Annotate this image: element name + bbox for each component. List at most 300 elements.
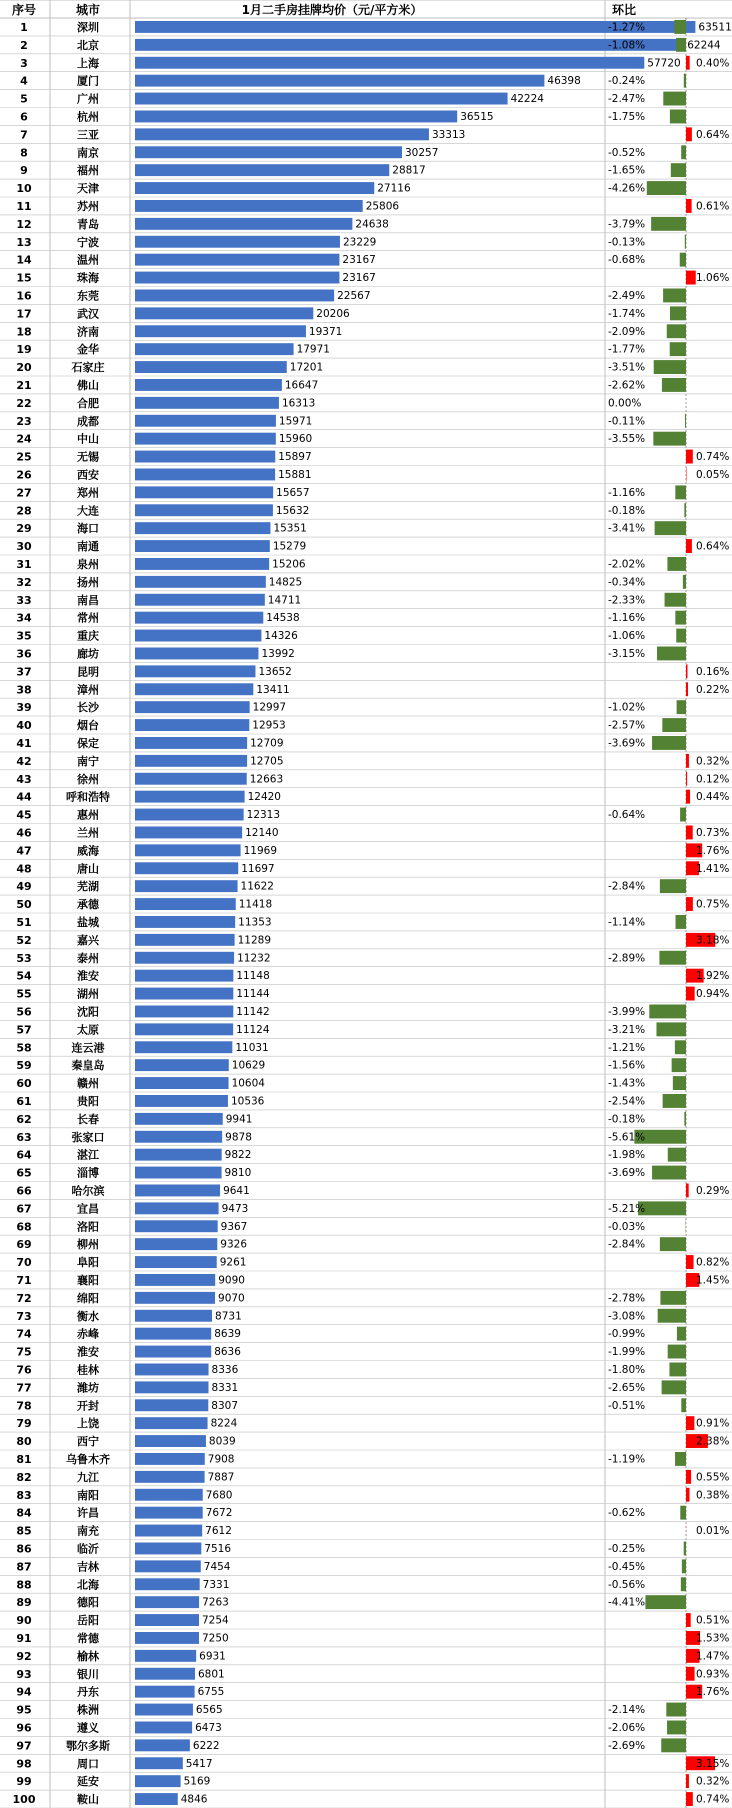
table-row (0, 1380, 732, 1396)
city-label: 遵义 (77, 1721, 99, 1735)
table-row (0, 843, 732, 859)
city-label: 呼和浩特 (66, 790, 110, 804)
change-bar (686, 826, 693, 840)
change-bar (654, 360, 686, 374)
city-label: 湖州 (77, 987, 99, 1001)
rank-label: 26 (16, 468, 32, 482)
rank-label: 65 (16, 1166, 32, 1180)
rank-label: 64 (16, 1148, 32, 1162)
rank-label: 74 (16, 1327, 32, 1341)
table-row (0, 432, 732, 448)
change-label: 0.01% (696, 1525, 730, 1538)
table-row (0, 1416, 732, 1432)
price-bar (135, 290, 334, 302)
table-row (0, 92, 732, 108)
city-label: 乌鲁木齐 (66, 1452, 110, 1466)
rank-label: 18 (16, 325, 32, 339)
change-bar (686, 127, 692, 141)
price-bar (135, 1023, 233, 1035)
change-label: -3.21% (608, 1023, 646, 1036)
city-label: 德阳 (77, 1596, 99, 1610)
table-row (0, 1345, 732, 1361)
table-row (0, 1738, 732, 1754)
change-bar (675, 1040, 686, 1054)
city-label: 潍坊 (77, 1381, 99, 1395)
rank-label: 42 (16, 754, 32, 768)
rank-label: 90 (16, 1614, 32, 1628)
change-bar (677, 1327, 686, 1341)
change-label: -1.02% (608, 701, 646, 714)
rank-label: 70 (16, 1256, 32, 1270)
change-label: -1.98% (608, 1149, 646, 1162)
price-bar (135, 415, 276, 427)
price-label: 10604 (231, 1077, 265, 1090)
rank-label: 44 (16, 790, 32, 804)
rank-label: 87 (16, 1560, 32, 1574)
change-bar (680, 253, 686, 267)
table-row (0, 933, 732, 949)
price-bar (135, 844, 241, 856)
city-label: 保定 (77, 736, 99, 750)
city-label: 赣州 (77, 1077, 99, 1091)
price-bar (135, 1686, 195, 1698)
city-label: 九江 (77, 1470, 99, 1484)
rank-label: 14 (16, 253, 32, 267)
rank-label: 19 (16, 343, 32, 357)
price-label: 15657 (276, 486, 310, 499)
price-bar (135, 934, 235, 946)
price-label: 9326 (220, 1238, 248, 1251)
rank-label: 45 (16, 808, 32, 822)
change-label: -1.74% (608, 307, 646, 320)
price-bar (135, 93, 508, 105)
table-row (0, 1613, 732, 1629)
price-bar (135, 952, 234, 964)
change-bar (638, 1201, 686, 1215)
city-label: 中山 (77, 432, 99, 446)
table-row (0, 1774, 732, 1790)
price-bar (135, 683, 253, 695)
city-label: 南昌 (77, 593, 99, 607)
price-label: 17201 (289, 361, 324, 374)
price-bar (135, 1328, 211, 1340)
change-bar (675, 611, 686, 625)
price-label: 9641 (223, 1184, 250, 1197)
price-label: 4846 (180, 1793, 208, 1806)
change-label: 0.64% (696, 128, 730, 141)
rank-label: 79 (16, 1417, 32, 1431)
city-label: 淮安 (77, 969, 99, 983)
table-row (0, 1577, 732, 1593)
price-label: 63511 (698, 21, 732, 34)
change-bar (675, 1452, 686, 1466)
change-label: -1.27% (608, 21, 646, 34)
price-bar (135, 433, 276, 445)
city-label: 唐山 (77, 862, 99, 876)
rank-label: 75 (16, 1345, 32, 1359)
price-label: 22567 (337, 289, 371, 302)
change-bar (686, 772, 687, 786)
table-row (0, 127, 732, 143)
change-label: 0.32% (696, 755, 730, 768)
change-bar (686, 1184, 689, 1198)
price-bar (135, 57, 644, 69)
price-label: 6565 (195, 1704, 223, 1717)
change-bar (684, 1542, 686, 1556)
price-bar (135, 1256, 217, 1268)
rank-label: 56 (16, 1005, 32, 1019)
city-label: 芜湖 (77, 880, 99, 894)
price-bar (135, 1614, 199, 1626)
rank-label: 41 (16, 736, 32, 750)
table-row (0, 897, 732, 913)
table-row (0, 1309, 732, 1325)
table-row (0, 1631, 732, 1647)
table-row (0, 217, 732, 233)
change-bar (686, 1613, 691, 1627)
price-bar (135, 1596, 199, 1608)
table-row (0, 485, 732, 501)
change-label: -3.41% (608, 522, 646, 535)
change-bar (682, 1559, 686, 1573)
change-label: 1.06% (696, 272, 730, 285)
rank-label: 25 (16, 450, 32, 464)
price-label: 30257 (404, 146, 439, 159)
price-bar (135, 1560, 201, 1572)
price-label: 8636 (214, 1346, 241, 1359)
rank-label: 71 (16, 1273, 32, 1287)
price-label: 16647 (284, 379, 319, 392)
rank-label: 29 (16, 522, 32, 536)
price-label: 11232 (237, 952, 271, 965)
price-bar (135, 1095, 228, 1107)
city-label: 嘉兴 (77, 933, 99, 947)
change-bar (666, 1703, 686, 1717)
city-label: 淄博 (77, 1166, 99, 1180)
rank-label: 9 (20, 164, 28, 178)
table-row (0, 700, 732, 716)
price-label: 9367 (220, 1220, 248, 1233)
change-bar (672, 1058, 686, 1072)
change-label: 0.74% (696, 1793, 730, 1806)
table-row (0, 1470, 732, 1486)
change-bar (686, 56, 690, 70)
rank-label: 86 (16, 1542, 32, 1556)
table-row (0, 324, 732, 340)
city-label: 吉林 (77, 1560, 99, 1574)
rank-label: 55 (16, 987, 32, 1001)
price-label: 15632 (275, 504, 310, 517)
rank-label: 35 (16, 629, 32, 643)
price-label: 12420 (247, 791, 281, 804)
header-rank: 序号 (11, 3, 37, 17)
table-row (0, 1201, 732, 1217)
change-bar (680, 808, 686, 822)
change-label: -2.78% (608, 1292, 646, 1305)
city-label: 东莞 (77, 289, 99, 303)
table-row (0, 1649, 732, 1665)
change-label: 0.00% (608, 397, 642, 410)
price-bar (135, 988, 233, 1000)
change-label: 0.29% (696, 1184, 730, 1197)
change-label: -2.84% (608, 1238, 646, 1251)
change-bar (686, 199, 692, 213)
change-bar (645, 1595, 686, 1609)
change-label: -0.52% (608, 146, 646, 159)
price-label: 12313 (246, 809, 281, 822)
table-row (0, 718, 732, 734)
price-bar (135, 361, 287, 373)
table-row (0, 593, 732, 609)
price-label: 13992 (261, 647, 295, 660)
rank-label: 15 (16, 271, 32, 285)
price-bar (135, 486, 273, 498)
rank-label: 28 (16, 504, 32, 518)
price-label: 11144 (236, 988, 270, 1001)
city-label: 惠州 (77, 808, 99, 822)
price-bar (135, 719, 249, 731)
city-label: 泰州 (77, 951, 99, 965)
table-row (0, 611, 732, 627)
change-label: 0.40% (696, 57, 730, 70)
change-label: -0.56% (608, 1578, 646, 1591)
price-label: 11142 (236, 1005, 270, 1018)
price-bar (135, 451, 275, 463)
price-bar (135, 1507, 203, 1519)
city-label: 重庆 (77, 629, 99, 643)
change-label: -1.08% (608, 39, 646, 52)
rank-label: 1 (20, 20, 28, 34)
price-bar (135, 1471, 205, 1483)
change-bar (652, 1166, 686, 1180)
rank-label: 20 (16, 361, 32, 375)
change-bar (686, 1792, 693, 1806)
table-row (0, 969, 732, 985)
price-label: 6931 (199, 1650, 226, 1663)
price-label: 36515 (460, 110, 494, 123)
rank-label: 94 (16, 1685, 32, 1699)
change-label: -3.69% (608, 1167, 646, 1180)
header-city: 城市 (75, 3, 101, 17)
rank-label: 39 (16, 701, 32, 715)
table-row (0, 790, 732, 806)
rank-label: 32 (16, 575, 32, 589)
price-bar (135, 1793, 178, 1805)
table-row (0, 1112, 732, 1128)
city-label: 长沙 (77, 701, 99, 715)
price-label: 23167 (342, 254, 376, 267)
table-row (0, 109, 732, 125)
table-row (0, 861, 732, 877)
change-label: -0.18% (608, 1113, 646, 1126)
rank-label: 27 (16, 486, 32, 500)
price-bar (135, 827, 242, 839)
change-bar (686, 539, 692, 553)
change-bar (686, 1774, 689, 1788)
price-bar (135, 1543, 201, 1555)
price-label: 11969 (243, 844, 278, 857)
price-label: 15971 (278, 415, 313, 428)
price-bar (135, 1739, 190, 1751)
rank-label: 33 (16, 593, 32, 607)
price-label: 8224 (210, 1417, 238, 1430)
price-bar (135, 1077, 229, 1089)
table-row (0, 253, 732, 269)
change-label: -0.25% (608, 1542, 646, 1555)
change-label: 1.53% (696, 1632, 730, 1645)
change-bar (651, 217, 686, 231)
change-label: -2.89% (608, 952, 646, 965)
table-row (0, 1398, 732, 1414)
change-bar (686, 1667, 695, 1681)
change-bar (686, 1416, 694, 1430)
price-bar (135, 773, 247, 785)
price-label: 7331 (202, 1578, 230, 1591)
change-label: -1.16% (608, 486, 646, 499)
change-label: -0.64% (608, 809, 646, 822)
table-row (0, 38, 732, 54)
change-label: -0.45% (608, 1560, 646, 1573)
price-label: 23167 (342, 272, 376, 285)
city-label: 武汉 (77, 307, 99, 321)
price-bar (135, 1399, 208, 1411)
price-label: 7680 (205, 1489, 233, 1502)
change-bar (658, 1309, 686, 1323)
city-label: 西安 (77, 468, 99, 482)
city-label: 临沂 (77, 1542, 99, 1556)
change-label: -3.69% (608, 737, 646, 750)
change-label: -3.51% (608, 361, 646, 374)
change-label: -1.75% (608, 110, 646, 123)
price-label: 9878 (225, 1131, 252, 1144)
change-bar (653, 432, 686, 446)
table-row (0, 1004, 732, 1020)
price-label: 15206 (272, 558, 306, 571)
change-label: 1.45% (696, 1274, 730, 1287)
table-row (0, 521, 732, 537)
price-label: 5417 (185, 1757, 213, 1770)
table-row (0, 682, 732, 698)
table-row (0, 825, 732, 841)
table-row (0, 1219, 732, 1235)
change-label: -2.62% (608, 379, 646, 392)
change-bar (684, 1112, 686, 1126)
table-row (0, 1237, 732, 1253)
city-label: 郑州 (77, 486, 99, 500)
change-label: -1.80% (608, 1363, 646, 1376)
table-row (0, 1022, 732, 1038)
price-label: 12140 (245, 826, 279, 839)
change-label: 0.73% (696, 826, 730, 839)
price-bar (135, 1220, 218, 1232)
rank-label: 59 (16, 1059, 32, 1073)
rank-label: 49 (16, 880, 32, 894)
table-row (0, 539, 732, 555)
city-label: 南宁 (77, 754, 99, 768)
change-label: -2.65% (608, 1381, 646, 1394)
change-bar (670, 110, 686, 124)
rank-label: 60 (16, 1077, 32, 1091)
price-bar (135, 1364, 209, 1376)
rank-label: 10 (16, 182, 32, 196)
rank-label: 91 (16, 1631, 32, 1645)
change-label: -1.21% (608, 1041, 646, 1054)
change-label: 1.76% (696, 1686, 730, 1699)
table-rows (0, 20, 732, 1808)
table-row (0, 74, 732, 90)
city-label: 大连 (77, 504, 99, 518)
price-bar (135, 469, 275, 481)
price-label: 5169 (183, 1775, 211, 1788)
city-label: 宁波 (77, 235, 99, 249)
rank-label: 98 (16, 1757, 32, 1771)
price-label: 7254 (202, 1614, 229, 1627)
change-bar (686, 450, 693, 464)
price-bar (135, 164, 389, 176)
price-label: 6801 (198, 1668, 225, 1681)
price-label: 9822 (224, 1149, 252, 1162)
city-label: 三亚 (77, 128, 99, 142)
city-label: 许昌 (77, 1506, 99, 1520)
price-label: 11289 (237, 934, 272, 947)
table-row (0, 1148, 732, 1164)
city-label: 榆林 (77, 1649, 99, 1663)
change-label: 0.82% (696, 1256, 730, 1269)
rank-label: 82 (16, 1470, 32, 1484)
rank-label: 22 (16, 396, 32, 410)
change-label: -0.51% (608, 1399, 646, 1412)
price-bar (135, 612, 263, 624)
city-label: 延安 (77, 1775, 99, 1789)
table-row (0, 1183, 732, 1199)
change-label: -2.84% (608, 880, 646, 893)
table-row (0, 915, 732, 931)
price-bar (135, 540, 270, 552)
table-row (0, 1541, 732, 1557)
price-bar (135, 791, 245, 803)
price-label: 28817 (392, 164, 426, 177)
price-bar (135, 343, 294, 355)
change-bar (668, 1148, 686, 1162)
price-label: 9473 (221, 1202, 249, 1215)
price-label: 11148 (236, 970, 270, 983)
table-row (0, 646, 732, 662)
change-label: 0.61% (696, 200, 730, 213)
city-label: 无锡 (77, 450, 99, 464)
table-header (12, 2, 636, 17)
change-bar (676, 629, 686, 643)
table-row (0, 1792, 732, 1808)
rank-label: 76 (16, 1363, 32, 1377)
change-bar (686, 682, 688, 696)
table-row (0, 754, 732, 770)
city-label: 银川 (77, 1667, 99, 1681)
city-label: 合肥 (77, 396, 99, 410)
change-bar (674, 20, 686, 34)
change-bar (681, 1398, 686, 1412)
city-label: 佛山 (77, 378, 99, 392)
change-bar (673, 1076, 686, 1090)
rank-label: 58 (16, 1041, 32, 1055)
price-label: 14711 (267, 594, 302, 607)
change-bar (686, 987, 695, 1001)
city-label: 北海 (77, 1578, 99, 1592)
change-bar (683, 575, 686, 589)
city-label: 太原 (77, 1023, 99, 1037)
change-label: -1.16% (608, 612, 646, 625)
change-label: -0.11% (608, 415, 646, 428)
city-label: 桂林 (77, 1363, 99, 1377)
